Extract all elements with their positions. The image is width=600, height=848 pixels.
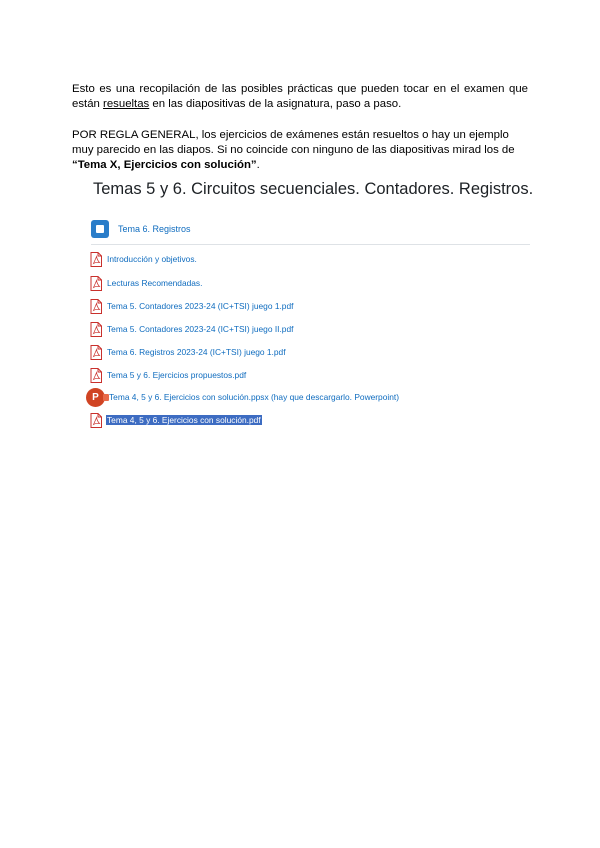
rule-text-start: POR REGLA GENERAL, los ejercicios de exámenes están resueltos o hay un ejemplo muy parecido en las diapos. Si no coincide con ninguno de las diapositivas mirad los de bbox=[72, 129, 515, 157]
rule-bold-text: “Tema X, Ejercicios con solución” bbox=[72, 159, 257, 172]
powerpoint-icon: P bbox=[86, 388, 105, 407]
book-activity-link[interactable]: Tema 6. Registros bbox=[118, 224, 191, 234]
resource-link[interactable]: Tema 6. Registros 2023-24 (IC+TSI) juego 1.pdf bbox=[107, 347, 286, 357]
resource-item[interactable] bbox=[90, 251, 198, 267]
resource-link[interactable]: Tema 5. Contadores 2023-24 (IC+TSI) juego 1.pdf bbox=[107, 301, 294, 311]
intro-text-start: Esto es una recopilación de las posibles prácticas que pueden tocar en el examen que están bbox=[72, 83, 528, 111]
intro-paragraph bbox=[72, 82, 528, 112]
course-section-screenshot bbox=[85, 176, 534, 425]
pdf-icon bbox=[90, 252, 102, 267]
resource-link[interactable]: Tema 5. Contadores 2023-24 (IC+TSI) juego II.pdf bbox=[107, 324, 294, 334]
book-icon bbox=[91, 220, 109, 238]
resource-item[interactable] bbox=[90, 275, 203, 291]
pdf-icon bbox=[90, 368, 102, 383]
pdf-icon bbox=[90, 413, 102, 428]
pdf-icon bbox=[90, 322, 102, 337]
resource-link[interactable]: Tema 5 y 6. Ejercicios propuestos.pdf bbox=[107, 370, 247, 380]
resource-item[interactable] bbox=[90, 367, 247, 383]
general-rule-paragraph bbox=[72, 128, 528, 173]
resource-item[interactable] bbox=[90, 344, 287, 360]
resource-link[interactable]: Introducción y objetivos. bbox=[107, 254, 197, 264]
resource-item[interactable] bbox=[90, 298, 294, 314]
resource-item[interactable] bbox=[90, 321, 294, 337]
resource-link[interactable]: Lecturas Recomendadas. bbox=[107, 278, 203, 288]
pdf-icon bbox=[90, 299, 102, 314]
intro-underlined-word: resueltas bbox=[103, 98, 150, 111]
intro-text-end: en las diapositivas de la asignatura, paso a paso. bbox=[149, 98, 402, 111]
resource-item[interactable] bbox=[90, 389, 400, 405]
pdf-icon bbox=[90, 276, 102, 291]
resource-link[interactable]: Tema 4, 5 y 6. Ejercicios con solución.pdf bbox=[107, 415, 261, 425]
section-header[interactable] bbox=[85, 176, 534, 202]
rule-text-end: . bbox=[256, 159, 260, 172]
resource-item[interactable] bbox=[90, 412, 262, 428]
resource-link[interactable]: Tema 4, 5 y 6. Ejercicios con solución.ppsx (hay que descargarlo. Powerpoint) bbox=[109, 392, 400, 402]
section-title: Temas 5 y 6. Circuitos secuenciales. Contadores. Registros. bbox=[93, 179, 534, 198]
book-activity[interactable] bbox=[91, 214, 530, 245]
pdf-icon bbox=[90, 345, 102, 360]
